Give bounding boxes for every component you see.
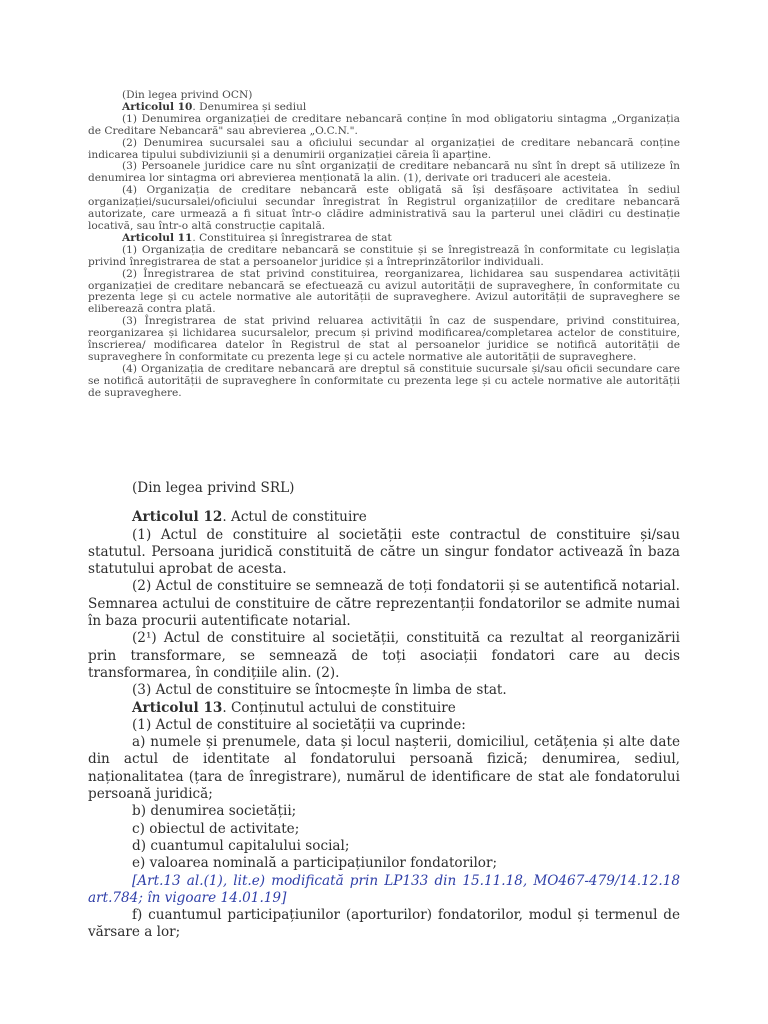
article-12-heading (88, 509, 680, 526)
article-10-para-4: (4) Organizația de creditare nebancară este obligată să își desfășoare activitatea în sediul organizației/sucursalei/oficiului secundar înregistrat în Registrul organizațiilor de creditare nebancară autorizate, care urmează a fi situat într-o clădire administrativă sau la parterul unei clădiri cu destinație locativă, sau într-o altă construcție capitală. (88, 184, 680, 232)
article-13-item-b: b) denumirea societății; (132, 803, 297, 820)
article-13-item-c: c) obiectul de activitate; (132, 820, 300, 837)
ocn-law-excerpt (88, 90, 680, 400)
article-11-para-1: (1) Organizația de creditare nebancară se constituie și se înregistrează în conformitate cu legislația privind înregistrarea de stat a persoanelor juridice și a întreprinzătorilor individuali. (88, 243, 680, 268)
article-12-para-3: (3) Actul de constituire se întocmește în limba de stat. (132, 682, 507, 699)
article-13-item-f: f) cuantumul participațiunilor (aporturilor) fondatorilor, modul și termenul de vărsare a lor; (88, 907, 680, 941)
article-11-para-2: (2) Înregistrarea de stat privind constituirea, reorganizarea, lichidarea sau suspendarea activității organizației de creditare nebancară se efectuează cu avizul autorității de supraveghere, în conformitate cu prezenta lege și cu actele normative ale autorității de supraveghere. Avizul autorității de supraveghere se eliberează contra plată. (88, 267, 680, 316)
article-10-para-2: (2) Denumirea sucursalei sau a oficiului secundar al organizației de creditare nebancară conține indicarea tipului subdiviziunii și a denumirii organizației căreia îi aparține. (88, 136, 680, 161)
article-12-para-2: (2) Actul de constituire se semnează de toți fondatorii și se autentifică notarial. Semnarea actului de constituire de către reprezentanții fondatorilor se admite numai în baza procurii autentificate notarial. (88, 578, 680, 630)
article-13-title: . Conținutul actului de constituire (222, 699, 456, 716)
article-13-item-a: a) numele și prenumele, data și locul nașterii, domiciliul, cetățenia și alte date din actul de identitate al fondatorului persoană fizică; denumirea, sediul, naționalitatea (țara de înregistrare), numărul de identificare de stat ale fondatorului persoană juridică; (88, 734, 680, 803)
article-12-title: . Actul de constituire (222, 509, 367, 526)
article-11-title: . Constituirea și înregistrarea de stat (192, 231, 392, 244)
article-13-heading (88, 700, 680, 717)
article-10-title: . Denumirea și sediul (192, 100, 307, 113)
article-13-para-1: (1) Actul de constituire al societății va cuprinde: (132, 716, 466, 733)
source-note-srl: (Din legea privind SRL) (132, 480, 295, 496)
article-11-number: Articolul 11 (122, 231, 193, 244)
article-11-para-4: (4) Organizația de creditare nebancară are dreptul să constituie sucursale și/sau oficii secundare care se notifică autorității de supraveghere în conformitate cu prezenta lege și cu actele normative ale autorității de supraveghere. (88, 362, 680, 399)
article-10-number: Articolul 10 (122, 100, 193, 113)
amendment-note: [Art.13 al.(1), lit.e) modificată prin LP133 din 15.11.18, MO467-479/14.12.18 art.784; în vigoare 14.01.19] (88, 872, 680, 906)
article-11-heading (88, 233, 680, 245)
article-10-para-1: (1) Denumirea organizației de creditare nebancară conține în mod obligatoriu sintagma „Organizația de Creditare Nebancară" sau abrevierea „O.C.N.". (88, 112, 680, 137)
article-12-para-1: (1) Actul de constituire al societății este contractul de constituire și/sau statutul. Persoana juridică constituită de către un singur fondator activează în baza statutului aprobat de acesta. (88, 526, 680, 578)
article-12-number: Articolul 12 (132, 509, 223, 526)
article-13-item-d: d) cuantumul capitalului social; (132, 837, 350, 854)
srl-law-excerpt (88, 480, 680, 942)
article-12-para-2-1: (2¹) Actul de constituire al societății, constituită ca rezultat al reorganizării prin transformare, se semnează de toți asociații fondatori care au decis transformarea, în condițiile alin. (2). (88, 630, 680, 681)
article-13-item-e: e) valoarea nominală a participațiunilor fondatorilor; (132, 855, 498, 872)
article-11-para-3: (3) Înregistrarea de stat privind reluarea activității în caz de suspendare, privind constituirea, reorganizarea și lichidarea sucursalelor, precum și privind modificarea/completarea actelor de constituire, înscrierea/ modificarea datelor în Registrul de stat al persoanelor juridice se notifică autorității de supraveghere în conformitate cu prezenta lege și cu actele normative ale autorității de supraveghere. (88, 315, 680, 363)
article-10-para-3: (3) Persoanele juridice care nu sînt organizații de creditare nebancară nu sînt în drept să utilizeze în denumirea lor sintagma ori abrevierea menționată la alin. (1), derivate ori traduceri ale acesteia. (88, 160, 680, 185)
article-13-number: Articolul 13 (132, 699, 223, 716)
source-note-ocn: (Din legea privind OCN) (122, 89, 253, 101)
